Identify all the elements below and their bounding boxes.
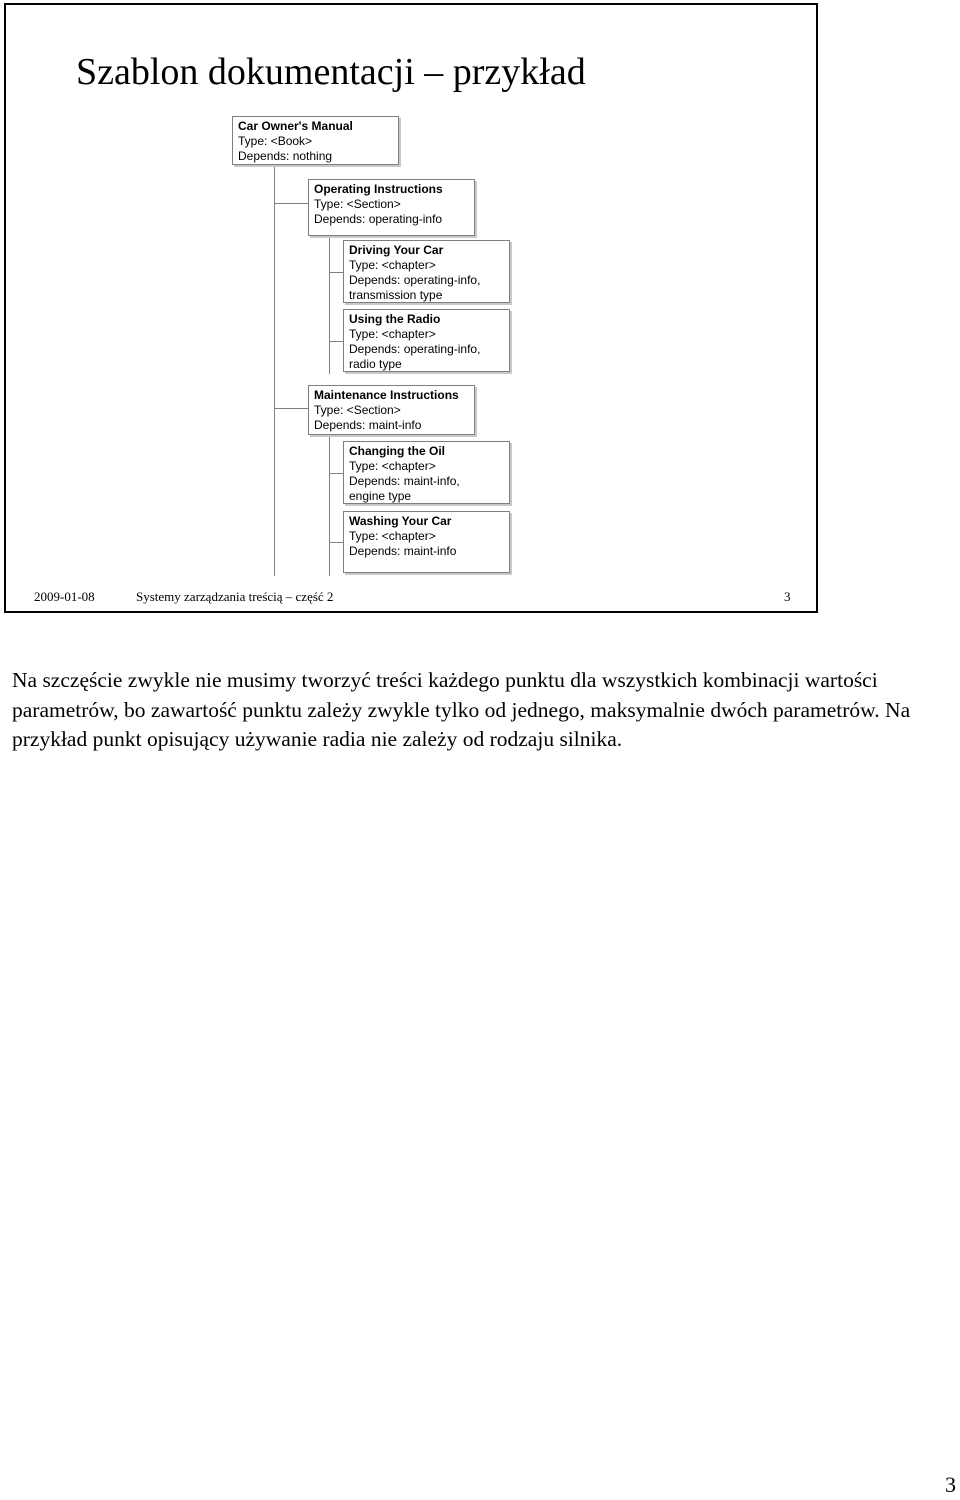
tree-node-driving-chapter (343, 240, 510, 303)
tree-connector (329, 473, 344, 474)
node-type: Type: <chapter> (349, 258, 436, 272)
tree-connector (274, 166, 275, 576)
node-type: Type: <chapter> (349, 459, 436, 473)
tree-node-book (232, 116, 399, 165)
node-depends: Depends: maint-info (349, 544, 457, 558)
tree-connector (329, 436, 330, 576)
node-title: Changing the Oil (349, 444, 445, 458)
node-type: Type: <Section> (314, 403, 401, 417)
node-depends: Depends: maint-info (314, 418, 422, 432)
document-structure-tree (6, 5, 816, 611)
node-title: Using the Radio (349, 312, 441, 326)
tree-node-oil-chapter (343, 441, 510, 504)
node-type: Type: <chapter> (349, 529, 436, 543)
tree-connector (274, 203, 310, 204)
page-number: 3 (945, 1472, 956, 1497)
speaker-notes-text: Na szczęście zwykle nie musimy tworzyć treści każdego punktu dla wszystkich kombinacji wartości parametrów, bo zawartość punktu zależy zwykle tylko od jednego, maksymalnie dwóch parametrów. Na przykład punkt opisujący używanie radia nie zależy od rodzaju silnika. (12, 668, 911, 751)
node-title: Washing Your Car (349, 514, 452, 528)
node-type: Type: <chapter> (349, 327, 436, 341)
node-depends: Depends: operating-info, (349, 273, 481, 287)
node-depends: Depends: nothing (238, 149, 333, 163)
node-depends: Depends: operating-info, (349, 342, 481, 356)
node-title: Driving Your Car (349, 243, 444, 257)
node-depends-continued: engine type (349, 489, 412, 503)
tree-connector (329, 542, 344, 543)
slide (4, 3, 818, 613)
tree-connector (274, 408, 310, 409)
slide-footer-date: 2009-01-08 (34, 589, 95, 604)
node-depends: Depends: maint-info, (349, 474, 460, 488)
node-title: Operating Instructions (314, 182, 443, 196)
node-title: Car Owner's Manual (238, 119, 353, 133)
tree-connector (329, 272, 344, 273)
tree-node-operating-section (308, 179, 475, 236)
node-depends-continued: radio type (349, 357, 402, 371)
node-title: Maintenance Instructions (314, 388, 459, 402)
tree-node-washing-chapter (343, 511, 510, 573)
tree-node-radio-chapter (343, 309, 510, 372)
slide-footer-page-number: 3 (784, 589, 791, 604)
tree-connector (329, 237, 330, 374)
tree-connector (329, 341, 344, 342)
slide-title: Szablon dokumentacji – przykład (76, 51, 586, 93)
node-type: Type: <Book> (238, 134, 313, 148)
node-depends-continued: transmission type (349, 288, 443, 302)
node-depends: Depends: operating-info (314, 212, 443, 226)
tree-node-maintenance-section (308, 385, 475, 435)
node-type: Type: <Section> (314, 197, 401, 211)
slide-footer-course: Systemy zarządzania treścią – część 2 (136, 589, 334, 604)
